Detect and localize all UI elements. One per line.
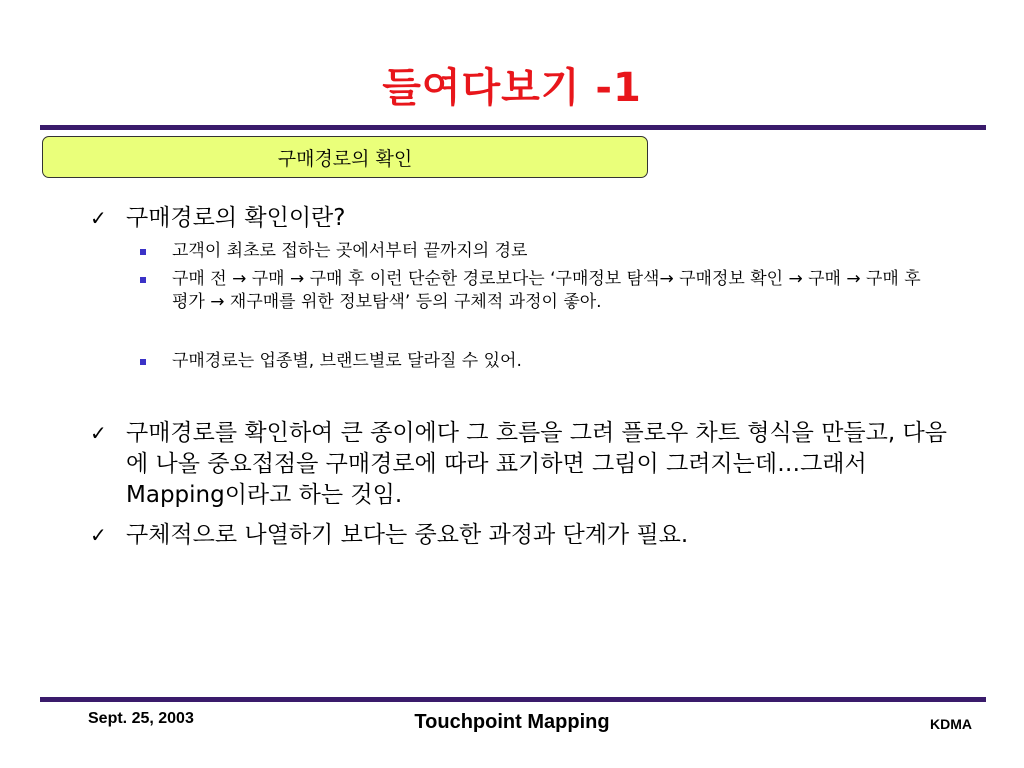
square-bullet-icon	[140, 249, 146, 255]
slide-title: 들여다보기 -1	[382, 65, 642, 111]
check-item-text: 구매경로를 확인하여 큰 종이에다 그 흐름을 그려 플로우 차트 형식을 만들고, 다음에 나올 중요접점을 구매경로에 따라 표기하면 그림이 그려지는데…그래서 Mapping이라고 하는 것임.	[126, 420, 947, 508]
check-icon: ✓	[90, 523, 107, 547]
sub-item-text: 고객이 최초로 접하는 곳에서부터 끝까지의 경로	[172, 241, 528, 261]
footer-title: Touchpoint Mapping	[414, 711, 610, 733]
check-item-1	[90, 203, 950, 234]
square-bullet-icon	[140, 359, 146, 365]
sub-item-1	[140, 240, 940, 263]
bottom-divider	[40, 697, 986, 702]
check-item-text: 구매경로의 확인이란?	[126, 205, 346, 231]
check-item-text: 구체적으로 나열하기 보다는 중요한 과정과 단계가 필요.	[126, 522, 689, 548]
check-icon: ✓	[90, 206, 107, 230]
sub-item-3	[140, 350, 940, 373]
top-divider	[40, 125, 986, 130]
footer-date: Sept. 25, 2003	[88, 710, 194, 727]
section-label-box	[42, 136, 648, 178]
square-bullet-icon	[140, 277, 146, 283]
check-item-2	[90, 418, 950, 511]
footer-org: KDMA	[930, 716, 972, 732]
sub-item-text: 구매경로는 업종별, 브랜드별로 달라질 수 있어.	[172, 351, 522, 371]
check-icon: ✓	[90, 421, 107, 445]
check-item-3	[90, 520, 950, 551]
section-label: 구매경로의 확인	[277, 147, 413, 170]
sub-item-text: 구매 전 → 구매 → 구매 후 이런 단순한 경로보다는 ‘구매정보 탐색→ 구매정보 확인 → 구매 → 구매 후 평가 → 재구매를 위한 정보탐색’ 등의 구체적 과정이 좋아.	[172, 269, 921, 312]
sub-item-2	[140, 268, 940, 314]
